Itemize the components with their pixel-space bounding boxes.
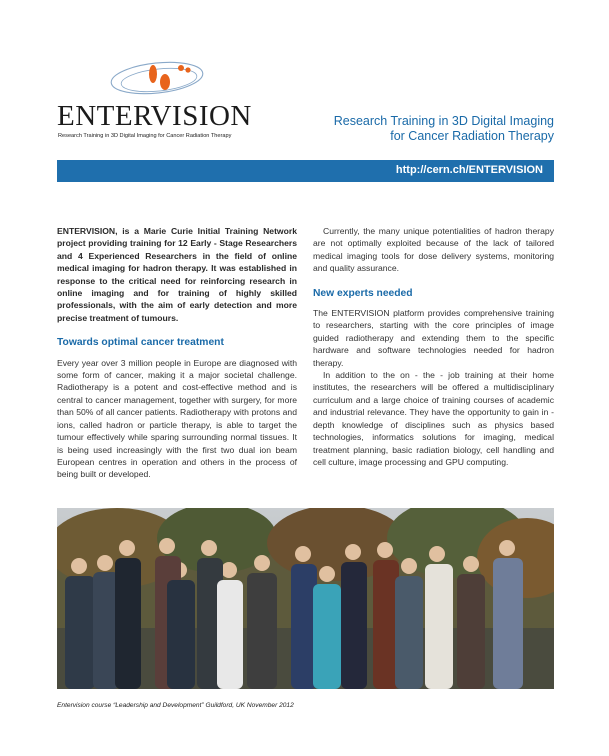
title-line-2: for Cancer Radiation Therapy [390,129,554,143]
intro-paragraph: ENTERVISION, is a Marie Curie Initial Training Network project providing training for 12 Early - Stage Researchers and 4 Experienced Researchers in the field of online medical imaging for hadron therapy. It was established in response to the critical need for reinforcing research in online imaging and for training of highly skilled professionals, with the aim of early detection and more precise treatment of tumours. [57,226,297,323]
project-url-link[interactable]: http://cern.ch/ENTERVISION [395,164,543,176]
platform-paragraph: The ENTERVISION platform provides comprehensive training to researchers, starting with the core principles of image guided radiotherapy and extending them to the specific hardware and software technologies needed for hadron therapy. [313,308,554,368]
section-heading-experts: New experts needed [313,287,413,299]
logo-tagline: Research Training in 3D Digital Imaging for Cancer Radiation Therapy [58,133,232,139]
training-paragraph: In addition to the on - the - job training at their home institutes, the researchers will be offered a multidisciplinary curriculum and a large choice of training courses of academic and industrial relevance. They have the opportunity to gain in - depth knowledge of disciplines such as physics based technologies, informatics solutions for imaging, medical treatment planning, basic radiation biology, cell handling and cell culture, image processing and GPU computing. [313,370,554,467]
title-line-1: Research Training in 3D Digital Imaging [333,114,554,128]
url-banner [57,160,554,182]
logo-ellipses-icon [107,54,217,106]
photo-caption: Entervision course “Leadership and Development” Guildford, UK November 2012 [57,702,294,709]
page-title [254,114,554,144]
group-photo [57,508,554,689]
section-heading-treatment: Towards optimal cancer treatment [57,337,224,349]
logo-wordmark: ENTERVISION [57,100,252,132]
group-photo-image [57,508,554,689]
right-column [313,225,554,468]
hadron-paragraph: Currently, the many unique potentialities of hadron therapy are not optimally exploited because of the lack of tailored medical imaging tools for dose delivery systems, monitoring and quality assurance. [313,226,554,274]
left-column [57,225,297,481]
entervision-logo [57,48,257,143]
treatment-paragraph: Every year over 3 million people in Europe are diagnosed with some form of cancer, making it a major societal challenge. Radiotherapy is a potent and cost-effective method and is central to cancer management, together with surgery, for more than 50% of all cancer patients. Radiotherapy with protons and ions, called hadron or particle therapy, is able to target the tumour effectively while sparing surrounding normal tissues. It is being used increasingly with the first two dual ion beam European centres in operation and others in the process of being built or developed. [57,357,297,480]
